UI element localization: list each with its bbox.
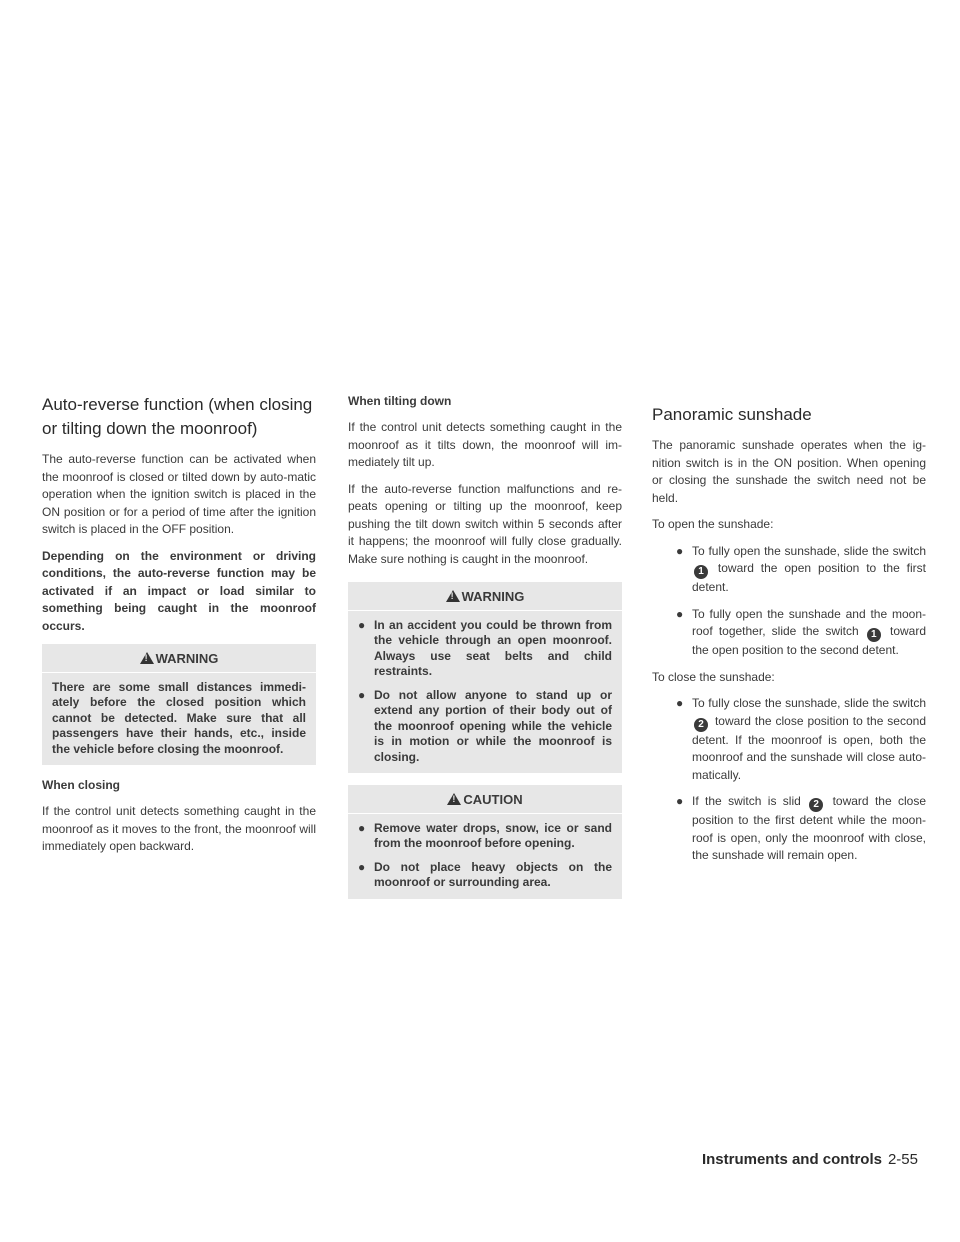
bullet: ● [676,606,684,621]
list-item [358,821,612,852]
right-column [652,393,926,874]
warning-text: There are some small distances immedi-ately before the closed position which cannot be detected. Make sure that all passengers have their hands, etc., inside the vehicle before closing the moonroof. [52,679,306,756]
item-text: toward the open position to the first detent. [692,561,926,594]
close-list [652,695,926,865]
list-item [652,793,926,865]
warning-list [348,618,622,766]
item-text: toward the close position to the second detent. If the moonroof is open, both the moonroof and the sunshade will close auto-matically. [692,713,926,782]
caution-icon [447,793,461,805]
auto-reverse-bold-para: Depending on the environment or driving conditions, the auto-reverse function may be activated if an impact or load similar to something being caught in the moonroof occurs. [42,548,316,633]
open-list [652,543,926,660]
number-1-icon: 1 [694,565,708,579]
page-number: 2-55 [887,1151,918,1168]
number-1-icon: 1 [867,628,881,642]
list-item [358,688,612,766]
list-item [358,618,612,680]
middle-column [348,393,622,911]
number-2-icon: 2 [694,718,708,732]
close-intro: To close the sunshade: [652,669,775,684]
list-item [652,543,926,597]
when-tilting-subheading: When tilting down [348,394,452,408]
bullet: ● [676,543,684,558]
page-footer [702,1151,918,1168]
warning-icon [446,590,460,602]
bullet: ● [676,794,684,808]
bullet: ● [676,696,684,710]
number-2-icon: 2 [809,798,823,812]
list-item [652,695,926,784]
auto-reverse-para: The auto-reverse function can be activated when the moonroof is closed or tilted down by auto-matic operation when the ignition switch is placed in the ON position or for a period of time after the ignition switch is placed in the OFF position. [42,452,316,536]
warning-item-text: In an accident you could be thrown from the vehicle through an open moonroof. Always use seat belts and child restraints. [374,617,612,678]
item-text: To fully open the sunshade, slide the switch [692,543,926,558]
warning-item-text: Do not allow anyone to stand up or extend any portion of their body out of the moonroof opening while the vehicle is in motion or while the moonroof is closing. [374,687,612,764]
warning-icon [140,652,154,664]
caution-title: CAUTION [463,792,523,807]
panoramic-sunshade-heading: Panoramic sunshade [652,405,812,424]
caution-header [348,785,622,814]
open-intro: To open the sunshade: [652,517,774,531]
warning-title: WARNING [155,651,219,666]
caution-list [348,821,622,891]
item-text: If the switch is slid [692,794,801,808]
item-text: To fully close the sunshade, slide the switch [692,696,926,710]
bullet: ● [358,617,366,632]
caution-item-text: Do not place heavy objects on the moonroof or surrounding area. [374,859,612,889]
item-text: To fully open the sunshade and the moon-roof together, slide the switch [692,606,926,638]
sunshade-intro-para: The panoramic sunshade operates when the ig-nition switch is in the ON position. When opening or closing the sunshade the switch need not be held. [652,438,926,505]
bullet: ● [358,820,366,835]
bullet: ● [358,859,366,874]
section-title: Instruments and controls [701,1151,882,1168]
malfunction-para: If the auto-reverse function malfunctions and re-peats opening or tilting up the moonroof, keep pushing the tilt down switch within 5 seconds after it happens; the moonroof will fully close gradually. Make sure nothing is caught in the moonroof. [348,481,622,566]
warning-box [42,644,316,765]
when-closing-subheading: When closing [42,778,120,792]
bullet: ● [358,687,366,702]
warning-title: WARNING [461,589,525,604]
warning-header [42,644,316,673]
tilting-para: If the control unit detects something caught in the moonroof as it tilts down, the moonroof will im-mediately tilt up. [348,420,622,469]
warning-box [348,582,622,773]
list-item [652,606,926,660]
warning-header [348,582,622,611]
item-text: toward the open position to the second detent. [692,624,927,657]
auto-reverse-heading: Auto-reverse function (when closing or tilting down the moonroof) [42,395,313,438]
caution-item-text: Remove water drops, snow, ice or sand from the moonroof before opening. [374,820,612,850]
left-column [42,393,316,865]
item-text: toward the close position to the first detent while the moon-roof is open, only the moonroof with close, the sunshade will remain open. [692,794,926,862]
list-item [358,860,612,891]
caution-box [348,785,622,899]
when-closing-para: If the control unit detects something caught in the moonroof as it moves to the front, the moonroof will immediately open backward. [42,804,316,853]
